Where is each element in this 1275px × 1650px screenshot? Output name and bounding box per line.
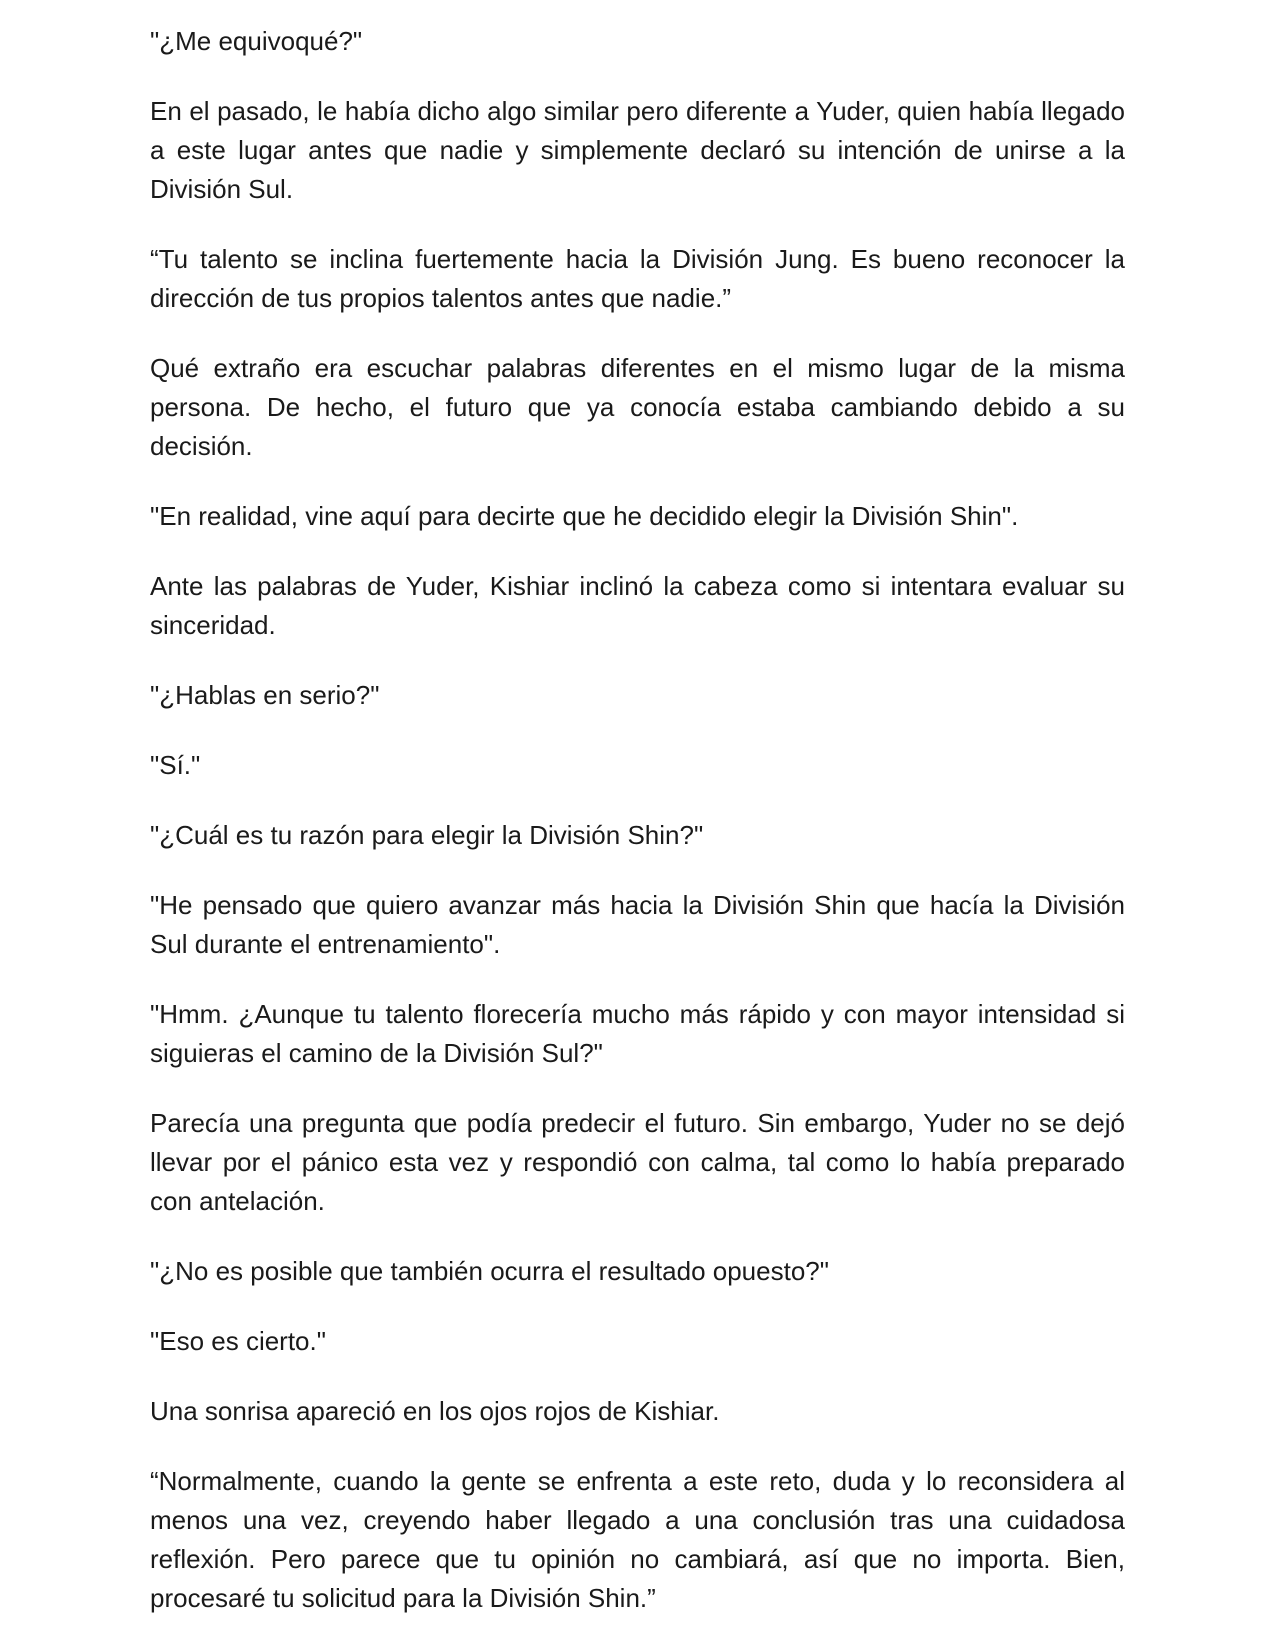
paragraph-8: "Sí." xyxy=(150,750,201,780)
paragraph-15: Una sonrisa apareció en los ojos rojos de Kishiar. xyxy=(150,1396,720,1426)
document-page xyxy=(150,22,1125,1618)
paragraph-16: “Normalmente, cuando la gente se enfrenta a este reto, duda y lo reconsidera al menos una vez, creyendo haber llegado a una conclusión tras una cuidadosa reflexión. Pero parece que tu opinión no cambiará, así que no importa. Bien, procesaré tu solicitud para la División Shin.” xyxy=(150,1466,1125,1613)
paragraph-2: En el pasado, le había dicho algo similar pero diferente a Yuder, quien había llegado a este lugar antes que nadie y simplemente declaró su intención de unirse a la División Sul. xyxy=(150,96,1125,204)
paragraph-5: "En realidad, vine aquí para decirte que he decidido elegir la División Shin". xyxy=(150,501,1019,531)
paragraph-7: "¿Hablas en serio?" xyxy=(150,680,380,710)
paragraph-14: "Eso es cierto." xyxy=(150,1326,326,1356)
paragraph-11: "Hmm. ¿Aunque tu talento florecería mucho más rápido y con mayor intensidad si siguieras el camino de la División Sul?" xyxy=(150,999,1125,1068)
paragraph-1: "¿Me equivoqué?" xyxy=(150,26,363,56)
paragraph-13: "¿No es posible que también ocurra el resultado opuesto?" xyxy=(150,1256,829,1286)
paragraph-12: Parecía una pregunta que podía predecir el futuro. Sin embargo, Yuder no se dejó llevar por el pánico esta vez y respondió con calma, tal como lo había preparado con antelación. xyxy=(150,1108,1125,1216)
paragraph-6: Ante las palabras de Yuder, Kishiar inclinó la cabeza como si intentara evaluar su sinceridad. xyxy=(150,571,1125,640)
paragraph-3: “Tu talento se inclina fuertemente hacia la División Jung. Es bueno reconocer la dirección de tus propios talentos antes que nadie.” xyxy=(150,244,1125,313)
paragraph-9: "¿Cuál es tu razón para elegir la División Shin?" xyxy=(150,820,704,850)
paragraph-4: Qué extraño era escuchar palabras diferentes en el mismo lugar de la misma persona. De hecho, el futuro que ya conocía estaba cambiando debido a su decisión. xyxy=(150,353,1125,461)
paragraph-10: "He pensado que quiero avanzar más hacia la División Shin que hacía la División Sul durante el entrenamiento". xyxy=(150,890,1125,959)
